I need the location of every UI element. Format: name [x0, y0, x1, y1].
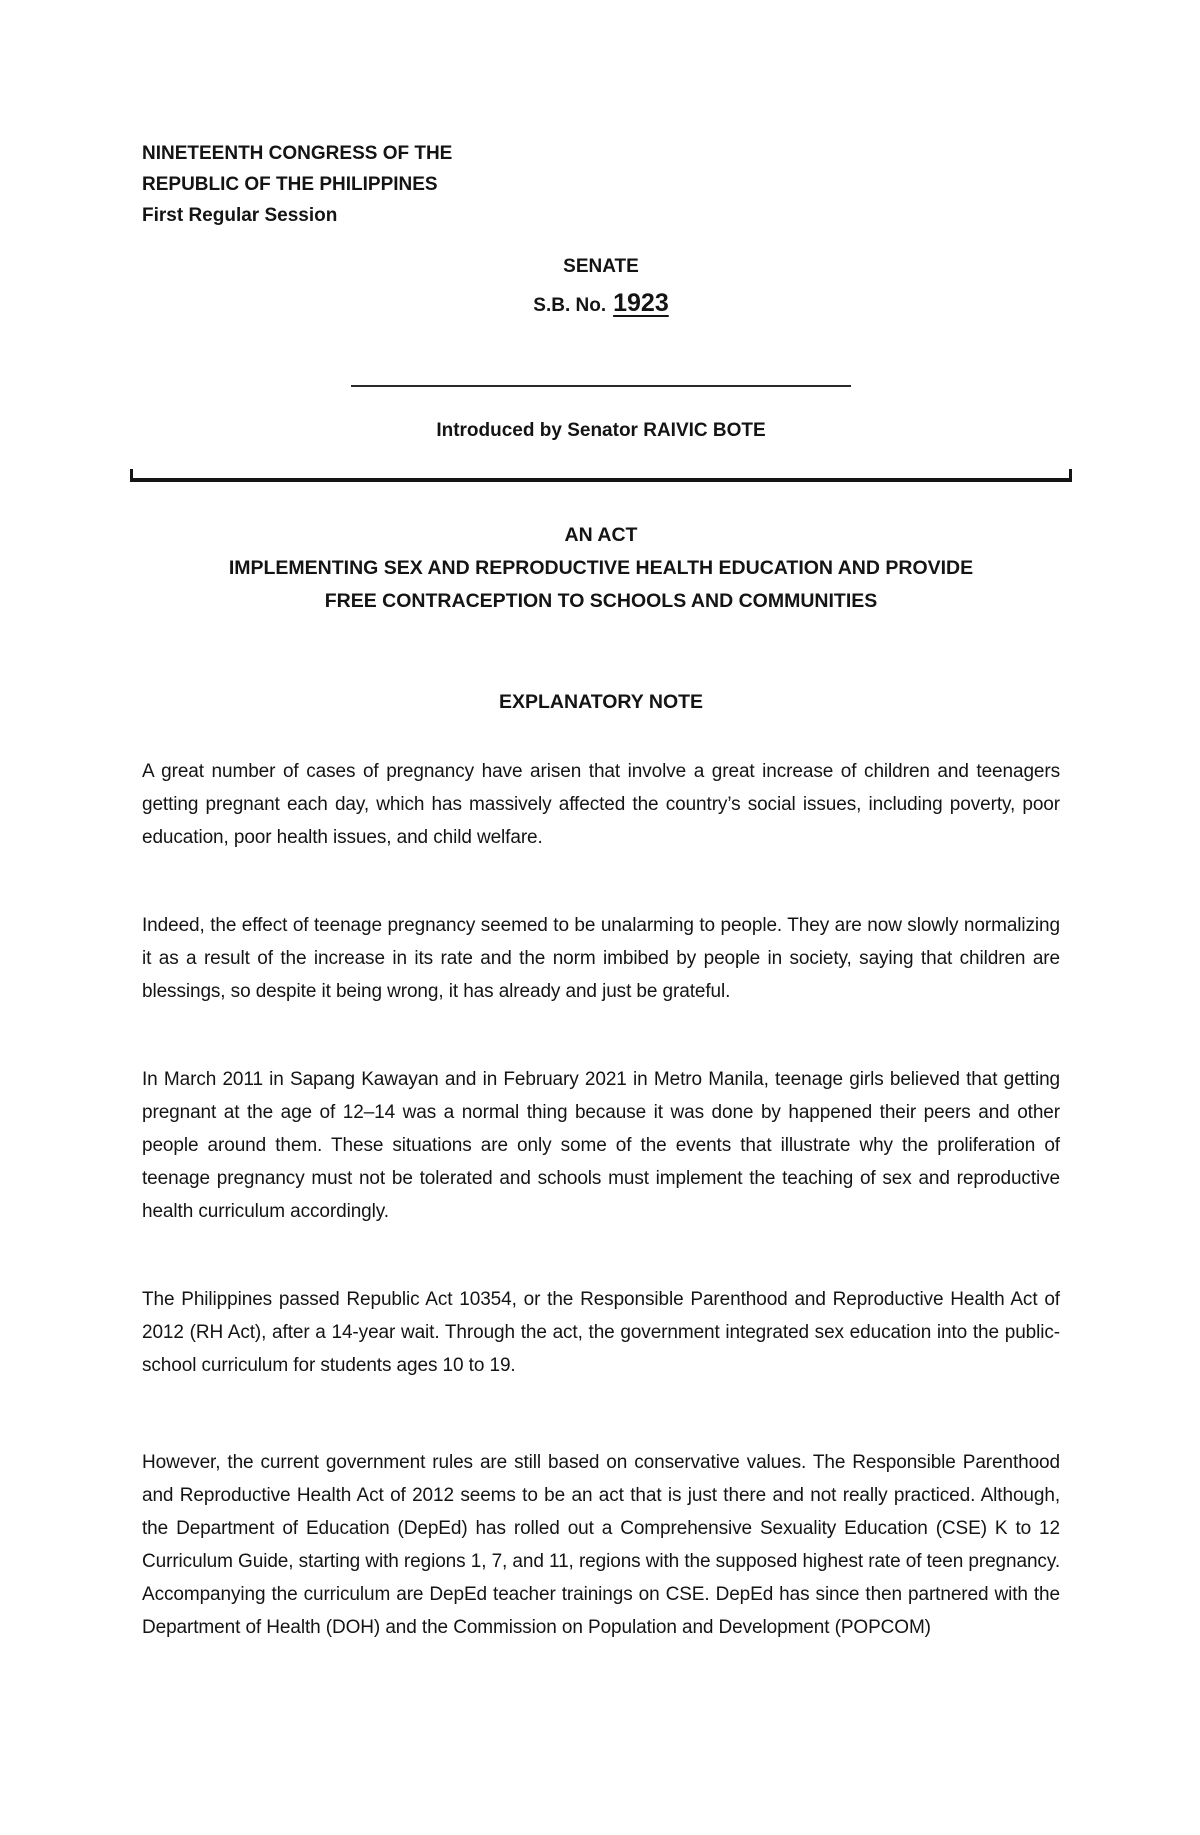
bill-divider-line	[351, 385, 851, 387]
explanatory-note-body	[142, 755, 1060, 1644]
act-title	[142, 519, 1060, 618]
chamber-title: SENATE	[563, 256, 639, 277]
session-line: First Regular Session	[142, 205, 338, 226]
paragraph-3: In March 2011 in Sapang Kawayan and in February 2021 in Metro Manila, teenage girls believed that getting pregnant at the age of 12–14 was a normal thing because it was done by happened their peers and other people around them. These situations are only some of the events that illustrate why the proliferation of teenage pregnancy must not be tolerated and schools must implement the teaching of sex and reproductive health curriculum accordingly.	[142, 1069, 1060, 1222]
introduced-by: Introduced by Senator RAIVIC BOTE	[436, 420, 766, 441]
explanatory-note-heading: EXPLANATORY NOTE	[498, 691, 704, 713]
header-divider-line	[130, 469, 1072, 482]
paragraph-5: However, the current government rules are still based on conservative values. The Responsible Parenthood and Reproductive Health Act of 2012 seems to be an act that is just there and not really practiced. Although, the Department of Education (DepEd) has rolled out a Comprehensive Sexuality Education (CSE) K to 12 Curriculum Guide, starting with regions 1, 7, and 11, regions with the supposed highest rate of teen pregnancy. Accompanying the curriculum are DepEd teacher trainings on CSE. DepEd has since then partnered with the Department of Health (DOH) and the Commission on Population and Development (POPCOM)	[142, 1452, 1060, 1638]
republic-line: REPUBLIC OF THE PHILIPPINES	[142, 174, 438, 195]
bill-number-label: S.B. No.	[533, 295, 607, 316]
act-title-line-2: IMPLEMENTING SEX AND REPRODUCTIVE HEALTH EDUCATION AND PROVIDE	[228, 557, 974, 579]
paragraph-4: The Philippines passed Republic Act 10354, or the Responsible Parenthood and Reproductive Health Act of 2012 (RH Act), after a 14-year wait. Through the act, the government integrated sex education into the public-school curriculum for students ages 10 to 19.	[142, 1289, 1060, 1376]
bill-number: 1923	[613, 289, 669, 317]
act-title-line-1: AN ACT	[564, 524, 638, 546]
paragraph-1: A great number of cases of pregnancy have arisen that involve a great increase of children and teenagers getting pregnant each day, which has massively affected the country’s social issues, including poverty, poor education, poor health issues, and child welfare.	[142, 761, 1060, 848]
paragraph-2: Indeed, the effect of teenage pregnancy seemed to be unalarming to people. They are now slowly normalizing it as a result of the increase in its rate and the norm imbibed by people in society, saying that children are blessings, so despite it being wrong, it has already and just be grateful.	[142, 915, 1060, 1002]
bill-number-line	[142, 288, 1060, 321]
congress-line: NINETEENTH CONGRESS OF THE	[142, 143, 453, 164]
congress-header	[142, 0, 1060, 231]
act-title-line-3: FREE CONTRACEPTION TO SCHOOLS AND COMMUNITIES	[324, 590, 878, 612]
